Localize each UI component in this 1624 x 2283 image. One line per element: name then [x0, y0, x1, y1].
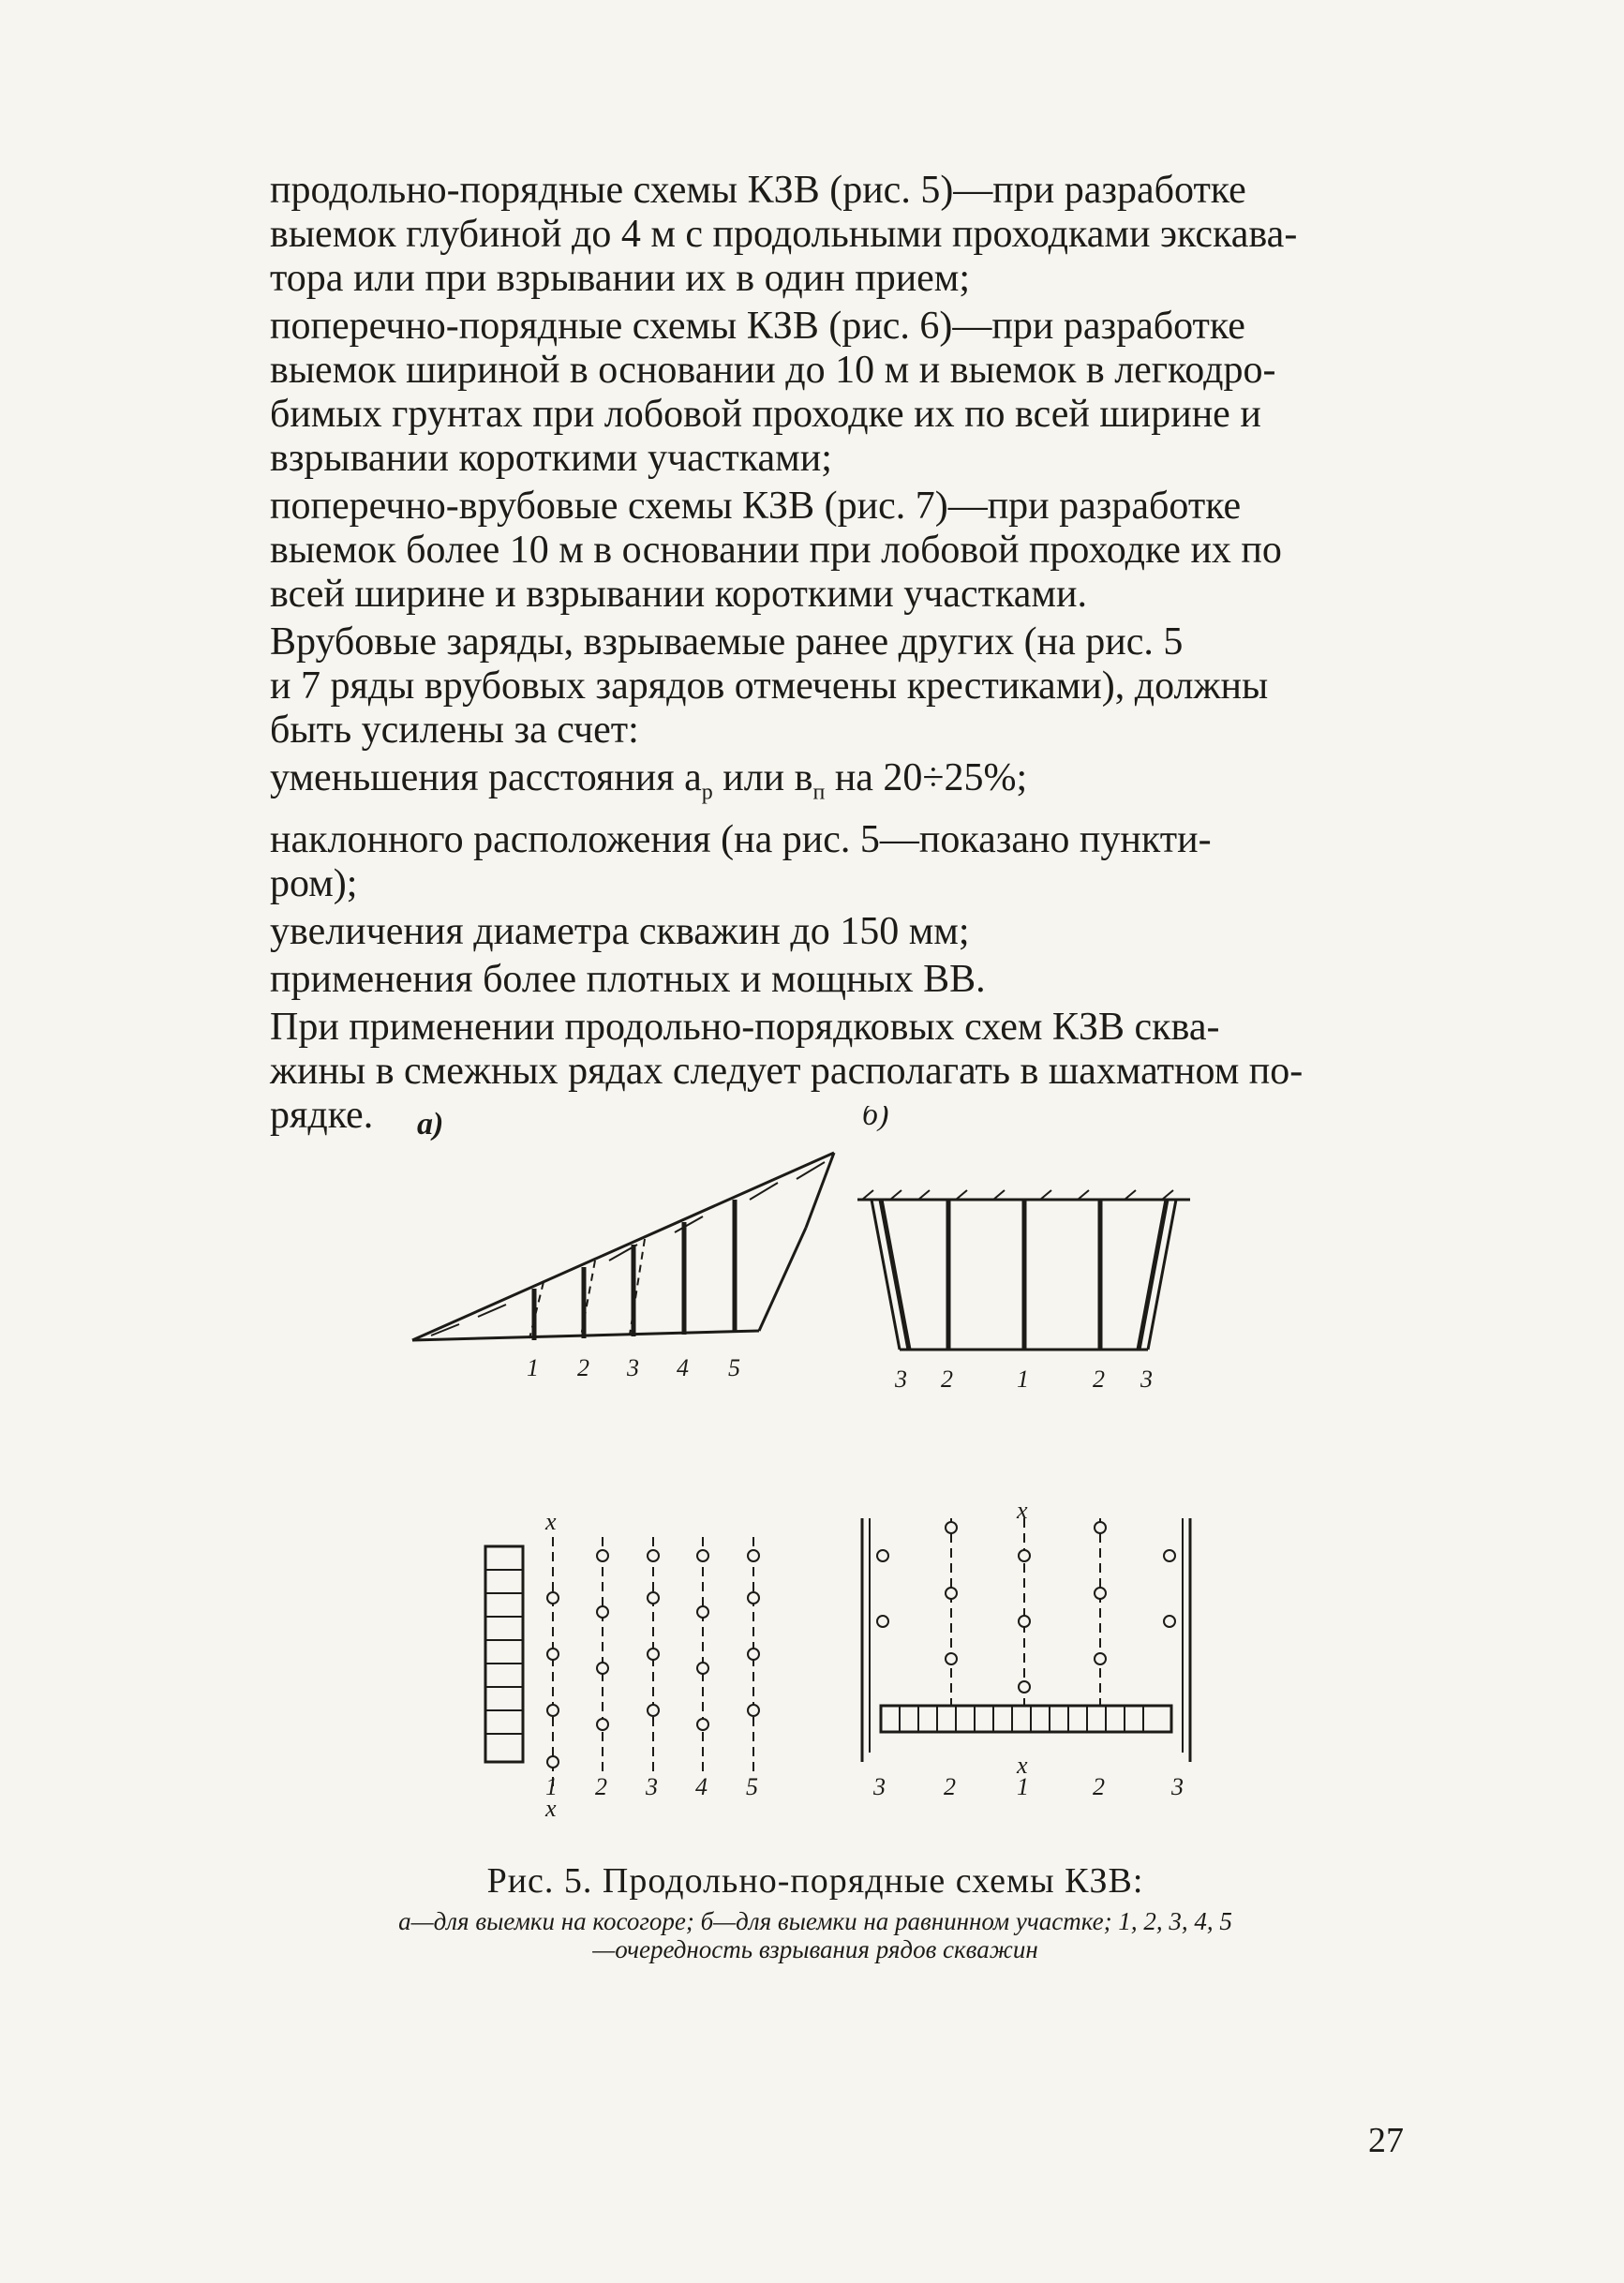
panel-b-section [857, 1190, 1190, 1350]
a-number: 1 [527, 1354, 539, 1381]
line: рядке. [270, 1094, 374, 1138]
plan-b-number: 2 [1093, 1773, 1105, 1800]
paragraph-6 [270, 818, 1418, 906]
line: применения более плотных и мощных ВВ. [270, 958, 986, 1002]
a-number: 3 [627, 1354, 639, 1381]
panel-b-plan [862, 1518, 1190, 1762]
b-number: 2 [941, 1365, 953, 1393]
body-text [270, 169, 1418, 1142]
line: выемок шириной в основании до 10 м и выемок в легкодро- [270, 349, 1276, 392]
caption-title: Рис. 5. Продольно-порядные схемы КЗВ: [486, 1861, 1144, 1901]
line: продольно-порядные схемы КЗВ (рис. 5)—при разработке [270, 169, 1246, 212]
line: жины в смежных рядах следует располагать в шахматном по- [270, 1050, 1304, 1094]
slope-line [412, 1153, 834, 1340]
label-a: а) [417, 1107, 444, 1142]
plan-a-number: 1 [545, 1773, 558, 1800]
page-number: 27 [1368, 2121, 1404, 2160]
paragraph-4 [270, 620, 1418, 753]
plan-b-number: 3 [1171, 1773, 1184, 1800]
label-b: б) [862, 1106, 889, 1132]
line: на 20÷25%; [825, 756, 1028, 799]
plan-b-number: 3 [873, 1773, 886, 1800]
line: ром); [270, 862, 358, 906]
figure-5 [394, 1106, 1237, 1818]
line: выемок глубиной до 4 м с продольными проходками экскава- [270, 213, 1298, 256]
cross-mark: x [545, 1795, 557, 1818]
line: поперечно-врубовые схемы КЗВ (рис. 7)—при разработке [270, 485, 1242, 528]
line: взрывании короткими участками; [270, 437, 832, 480]
figure-drawing [394, 1106, 1237, 1818]
line: и 7 ряды врубовых зарядов отмечены крестиками), должны [270, 664, 1269, 708]
panel-a-plan [485, 1537, 759, 1790]
paragraph-5 [270, 756, 1418, 814]
plan-b-number: 1 [1017, 1773, 1029, 1800]
paragraph-7 [270, 910, 1418, 954]
a-number: 5 [728, 1354, 740, 1381]
plan-a-number: 5 [746, 1773, 758, 1800]
plan-a-number: 4 [695, 1773, 708, 1800]
plan-b-number: 2 [944, 1773, 956, 1800]
b-number: 3 [895, 1365, 907, 1393]
line: увеличения диаметра скважин до 150 мм; [270, 910, 970, 954]
paragraph-2 [270, 305, 1418, 481]
line: уменьшения расстояния a [270, 756, 702, 799]
line: или в [712, 756, 813, 799]
a-number: 4 [677, 1354, 689, 1381]
subscript: п [812, 780, 826, 805]
a-number: 2 [577, 1354, 589, 1381]
cross-mark: x [545, 1508, 557, 1535]
line: При применении продольно-порядковых схем КЗВ сква- [270, 1006, 1220, 1050]
line: выемок более 10 м в основании при лобовой проходке их по [270, 529, 1282, 572]
line: наклонного расположения (на рис. 5—показано пункти- [270, 818, 1212, 862]
line: поперечно-порядные схемы КЗВ (рис. 6)—при разработке [270, 305, 1245, 348]
paragraph-1 [270, 169, 1418, 301]
subscript: р [701, 780, 713, 805]
plan-a-number: 2 [595, 1773, 607, 1800]
b-number: 1 [1017, 1365, 1029, 1393]
paragraph-8 [270, 958, 1418, 1002]
paragraph-3 [270, 485, 1418, 617]
line: бимых грунтах при лобовой проходке их по всей ширине и [270, 393, 1261, 436]
plan-a-number: 3 [646, 1773, 658, 1800]
slope-side [759, 1228, 806, 1331]
cross-mark: x [1017, 1752, 1028, 1779]
line: тора или при взрывании их в один прием; [270, 257, 971, 300]
line: Врубовые заряды, взрываемые ранее других (на рис. 5 [270, 620, 1184, 664]
panel-a-section [412, 1153, 834, 1340]
b-number: 3 [1140, 1365, 1153, 1393]
figure-caption [356, 1860, 1274, 1963]
caption-subtitle: а—для выемки на косогоре; б—для выемки на равнинном участке; 1, 2, 3, 4, 5—очередность взрывания рядов скважин [398, 1907, 1232, 1963]
cross-mark: x [1017, 1497, 1028, 1524]
line: всей ширине и взрывании короткими участками. [270, 573, 1087, 616]
b-number: 2 [1093, 1365, 1105, 1393]
line: быть усилены за счет: [270, 709, 639, 752]
